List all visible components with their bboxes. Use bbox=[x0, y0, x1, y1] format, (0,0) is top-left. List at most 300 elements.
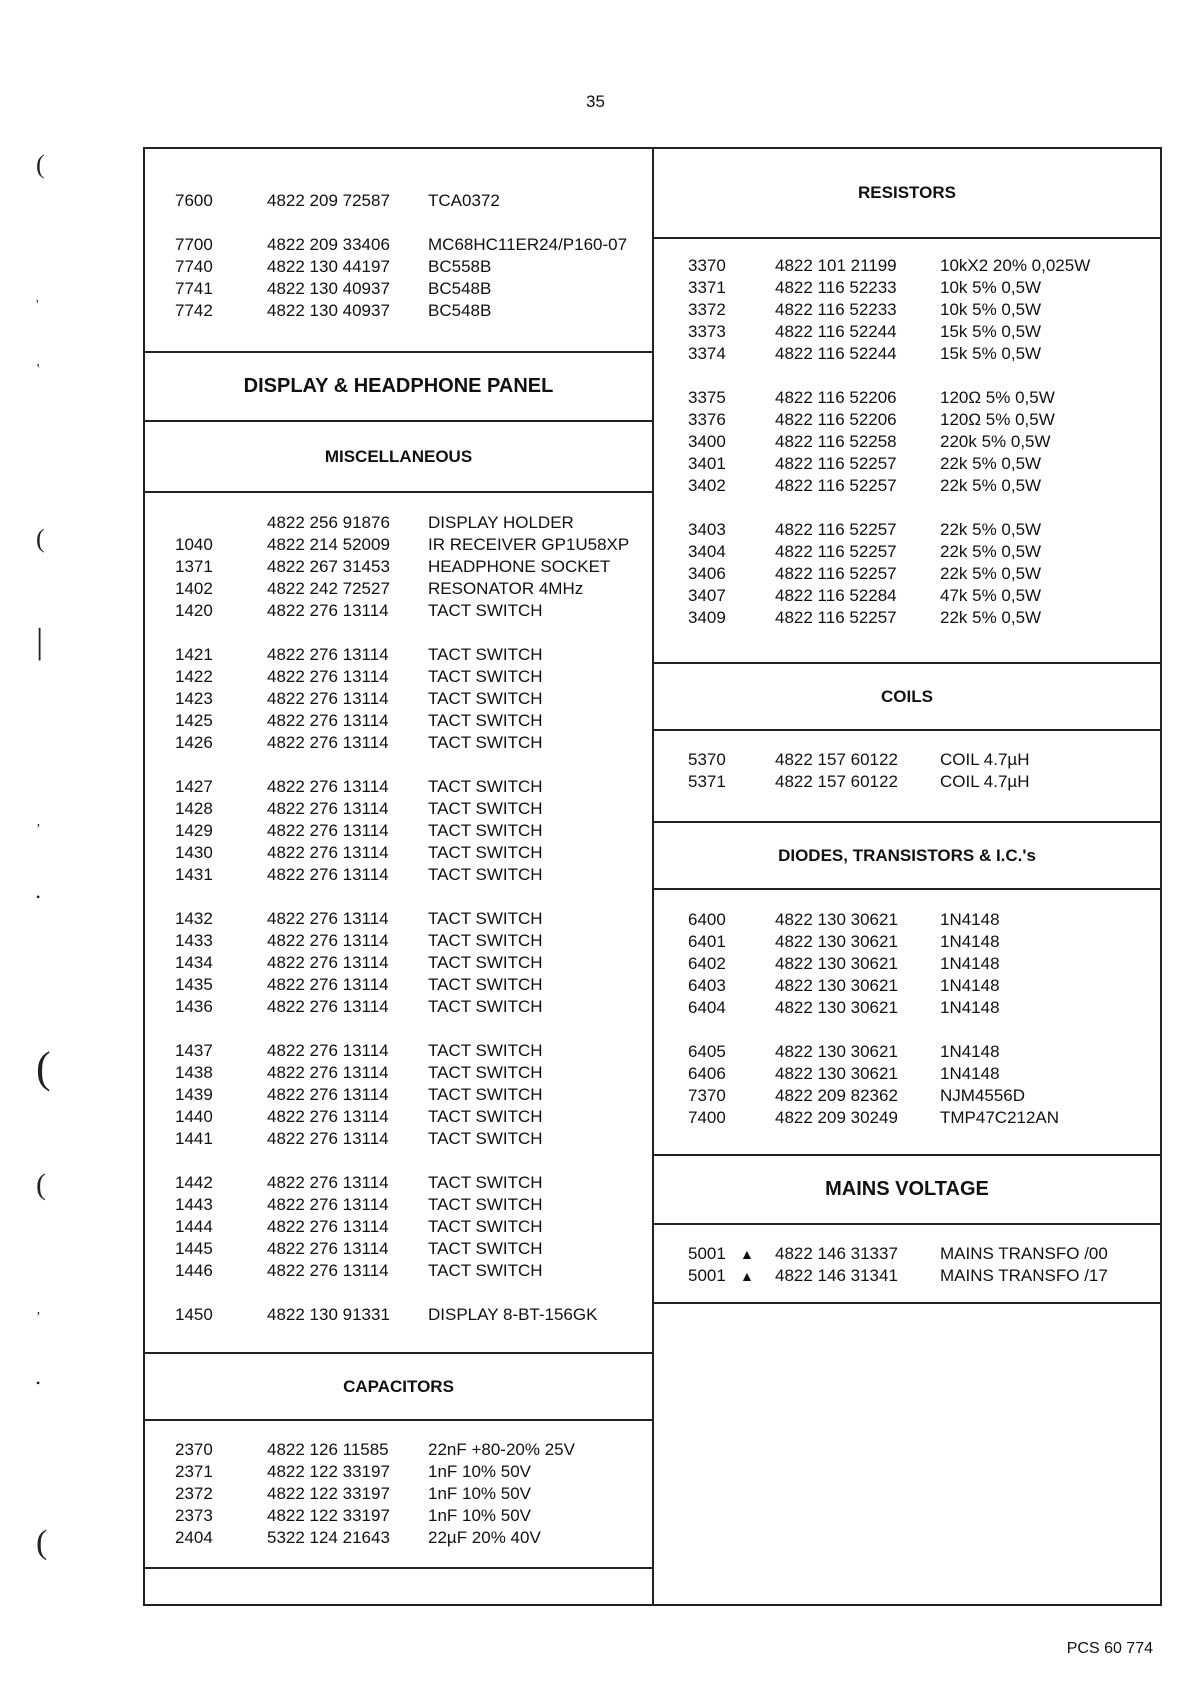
table-row bbox=[654, 255, 1160, 277]
part-description: TMP47C212AN bbox=[940, 1108, 1060, 1127]
position-number: 1040 bbox=[175, 535, 213, 554]
part-code: 4822 130 30621 bbox=[775, 998, 898, 1017]
part-code: 4822 242 72527 bbox=[267, 579, 390, 598]
part-code: 4822 276 13114 bbox=[267, 1041, 389, 1060]
part-code: 4822 116 52258 bbox=[775, 432, 897, 451]
table-row bbox=[654, 1063, 1160, 1085]
part-description: 10k 5% 0,5W bbox=[940, 300, 1042, 319]
table-row bbox=[654, 1041, 1160, 1063]
table-row bbox=[654, 387, 1160, 409]
table-row bbox=[145, 1040, 652, 1062]
document-code: PCS 60 774 bbox=[1066, 1640, 1153, 1657]
part-description: TACT SWITCH bbox=[428, 1217, 543, 1236]
part-code: 4822 276 13114 bbox=[267, 997, 389, 1016]
position-number: 1442 bbox=[175, 1173, 213, 1192]
part-code: 4822 276 13114 bbox=[267, 821, 389, 840]
section-title-resistors: RESISTORS bbox=[654, 149, 1160, 239]
part-description: 15k 5% 0,5W bbox=[940, 344, 1042, 363]
position-number: 2404 bbox=[175, 1528, 213, 1547]
margin-mark: ʼ bbox=[36, 1310, 41, 1325]
part-description: RESONATOR 4MHz bbox=[428, 579, 584, 598]
part-description: BC558B bbox=[428, 257, 492, 276]
margin-mark: ( bbox=[36, 1524, 48, 1561]
part-description: TACT SWITCH bbox=[428, 799, 543, 818]
safety-warning-icon: ▲ bbox=[740, 1268, 754, 1284]
position-number: 1444 bbox=[175, 1217, 213, 1236]
part-code: 4822 276 13114 bbox=[267, 931, 389, 950]
table-row bbox=[654, 975, 1160, 997]
part-code: 4822 276 13114 bbox=[267, 843, 389, 862]
section-divider bbox=[145, 1567, 652, 1569]
part-code: 4822 276 13114 bbox=[267, 909, 389, 928]
part-description: TACT SWITCH bbox=[428, 1085, 543, 1104]
table-row bbox=[145, 798, 652, 820]
part-description: BC548B bbox=[428, 301, 492, 320]
position-number: 1427 bbox=[175, 777, 213, 796]
part-description: 120Ω 5% 0,5W bbox=[940, 388, 1055, 407]
part-description: 120Ω 5% 0,5W bbox=[940, 410, 1055, 429]
table-row bbox=[145, 600, 652, 622]
position-number: 3371 bbox=[688, 278, 726, 297]
table-row bbox=[654, 409, 1160, 431]
table-row bbox=[145, 1439, 652, 1461]
margin-mark: ʽ bbox=[36, 362, 41, 377]
part-code: 4822 116 52257 bbox=[775, 520, 897, 539]
position-number: 3375 bbox=[688, 388, 726, 407]
part-description: TACT SWITCH bbox=[428, 1041, 543, 1060]
part-description: MC68HC11ER24/P160-07 bbox=[428, 235, 628, 254]
part-description: TACT SWITCH bbox=[428, 997, 543, 1016]
position-number: 7370 bbox=[688, 1086, 726, 1105]
part-description: 1nF 10% 50V bbox=[428, 1462, 532, 1481]
position-number: 3370 bbox=[688, 256, 726, 275]
table-row bbox=[145, 710, 652, 732]
safety-warning-icon: ▲ bbox=[740, 1246, 754, 1262]
part-code: 4822 130 30621 bbox=[775, 932, 898, 951]
table-row bbox=[654, 997, 1160, 1019]
part-description: 15k 5% 0,5W bbox=[940, 322, 1042, 341]
part-description: COIL 4.7µH bbox=[940, 750, 1030, 769]
position-number: 2373 bbox=[175, 1506, 213, 1525]
part-code: 4822 130 30621 bbox=[775, 1042, 898, 1061]
resistors-parts-list bbox=[654, 255, 1160, 629]
part-code: 4822 130 30621 bbox=[775, 910, 898, 929]
position-number: 6402 bbox=[688, 954, 726, 973]
part-description: 22k 5% 0,5W bbox=[940, 564, 1042, 583]
position-number: 7741 bbox=[175, 279, 213, 298]
table-row bbox=[145, 666, 652, 688]
position-number: 7742 bbox=[175, 301, 213, 320]
table-row bbox=[145, 1238, 652, 1260]
part-code: 4822 122 33197 bbox=[267, 1484, 390, 1503]
part-description: 22k 5% 0,5W bbox=[940, 520, 1042, 539]
part-code: 4822 276 13114 bbox=[267, 799, 389, 818]
part-code: 4822 116 52233 bbox=[775, 300, 897, 319]
part-code: 5322 124 21643 bbox=[267, 1528, 390, 1547]
position-number: 2370 bbox=[175, 1440, 213, 1459]
margin-mark: • bbox=[36, 890, 41, 904]
part-code: 4822 116 52257 bbox=[775, 608, 897, 627]
section-title-mains-voltage: MAINS VOLTAGE bbox=[654, 1154, 1160, 1225]
part-code: 4822 116 52284 bbox=[775, 586, 897, 605]
position-number: 1429 bbox=[175, 821, 213, 840]
position-number: 3400 bbox=[688, 432, 726, 451]
position-number: 1432 bbox=[175, 909, 213, 928]
position-number: 2371 bbox=[175, 1462, 213, 1481]
part-code: 4822 116 52257 bbox=[775, 564, 897, 583]
part-code: 4822 209 33406 bbox=[267, 235, 390, 254]
table-row bbox=[145, 732, 652, 754]
position-number: 1428 bbox=[175, 799, 213, 818]
part-description: TACT SWITCH bbox=[428, 931, 543, 950]
table-row bbox=[145, 996, 652, 1018]
part-code: 4822 276 13114 bbox=[267, 1239, 389, 1258]
part-code: 4822 267 31453 bbox=[267, 557, 390, 576]
part-description: TACT SWITCH bbox=[428, 865, 543, 884]
position-number: 3402 bbox=[688, 476, 726, 495]
position-number: 1431 bbox=[175, 865, 213, 884]
table-row bbox=[145, 864, 652, 886]
part-code: 4822 122 33197 bbox=[267, 1462, 390, 1481]
table-row bbox=[654, 299, 1160, 321]
part-code: 4822 276 13114 bbox=[267, 1261, 389, 1280]
part-code: 4822 130 91331 bbox=[267, 1305, 390, 1324]
part-code: 4822 116 52244 bbox=[775, 322, 897, 341]
part-description: 1nF 10% 50V bbox=[428, 1484, 532, 1503]
table-row bbox=[145, 820, 652, 842]
position-number: 1435 bbox=[175, 975, 213, 994]
position-number: 1440 bbox=[175, 1107, 213, 1126]
table-row bbox=[654, 1265, 1160, 1287]
position-number: 6405 bbox=[688, 1042, 726, 1061]
margin-mark: ( bbox=[36, 1043, 51, 1092]
part-code: 4822 256 91876 bbox=[267, 513, 390, 532]
table-row bbox=[145, 1527, 652, 1549]
position-number: 6406 bbox=[688, 1064, 726, 1083]
part-description: 10kX2 20% 0,025W bbox=[940, 256, 1091, 275]
position-number: 1371 bbox=[175, 557, 213, 576]
part-code: 4822 130 30621 bbox=[775, 954, 898, 973]
part-description: 22k 5% 0,5W bbox=[940, 476, 1042, 495]
table-row bbox=[145, 1461, 652, 1483]
part-description: TACT SWITCH bbox=[428, 689, 543, 708]
part-description: 22nF +80-20% 25V bbox=[428, 1440, 575, 1459]
position-number: 5370 bbox=[688, 750, 726, 769]
part-code: 4822 209 82362 bbox=[775, 1086, 898, 1105]
part-code: 4822 276 13114 bbox=[267, 1129, 389, 1148]
coils-parts-list bbox=[654, 749, 1160, 793]
diodes-parts-list bbox=[654, 909, 1160, 1129]
position-number: 6403 bbox=[688, 976, 726, 995]
part-code: 4822 130 44197 bbox=[267, 257, 390, 276]
part-description: TACT SWITCH bbox=[428, 667, 543, 686]
part-code: 4822 214 52009 bbox=[267, 535, 390, 554]
margin-mark: ( bbox=[36, 1168, 46, 1201]
position-number: 5001 bbox=[688, 1266, 726, 1285]
position-number: 6400 bbox=[688, 910, 726, 929]
part-description: TACT SWITCH bbox=[428, 777, 543, 796]
section-title-capacitors: CAPACITORS bbox=[145, 1352, 652, 1421]
position-number: 1434 bbox=[175, 953, 213, 972]
table-row bbox=[654, 343, 1160, 365]
table-row bbox=[145, 1483, 652, 1505]
part-code: 4822 130 40937 bbox=[267, 301, 390, 320]
table-row bbox=[145, 688, 652, 710]
part-description: TACT SWITCH bbox=[428, 909, 543, 928]
table-row bbox=[654, 749, 1160, 771]
section-divider bbox=[654, 1302, 1160, 1304]
part-code: 4822 276 13114 bbox=[267, 1173, 389, 1192]
part-description: TACT SWITCH bbox=[428, 601, 543, 620]
table-row bbox=[654, 771, 1160, 793]
position-number: 1436 bbox=[175, 997, 213, 1016]
part-code: 4822 122 33197 bbox=[267, 1506, 390, 1525]
part-code: 4822 146 31341 bbox=[775, 1266, 898, 1285]
part-code: 4822 276 13114 bbox=[267, 1085, 389, 1104]
capacitors-parts-list bbox=[145, 1439, 652, 1549]
table-row bbox=[145, 930, 652, 952]
part-description: 22k 5% 0,5W bbox=[940, 608, 1042, 627]
table-row bbox=[654, 475, 1160, 497]
part-code: 4822 209 72587 bbox=[267, 191, 390, 210]
section-title-miscellaneous: MISCELLANEOUS bbox=[145, 422, 652, 493]
part-code: 4822 276 13114 bbox=[267, 1195, 389, 1214]
part-code: 4822 130 30621 bbox=[775, 976, 898, 995]
position-number: 1446 bbox=[175, 1261, 213, 1280]
table-row bbox=[145, 644, 652, 666]
part-description: 1N4148 bbox=[940, 976, 1000, 995]
part-code: 4822 276 13114 bbox=[267, 865, 389, 884]
margin-mark: ' bbox=[36, 298, 39, 313]
position-number: 7740 bbox=[175, 257, 213, 276]
part-code: 4822 116 52206 bbox=[775, 388, 897, 407]
part-description: 1N4148 bbox=[940, 998, 1000, 1017]
part-description: TACT SWITCH bbox=[428, 953, 543, 972]
position-number: 3404 bbox=[688, 542, 726, 561]
position-number: 6401 bbox=[688, 932, 726, 951]
table-row bbox=[145, 1216, 652, 1238]
position-number: 5001 bbox=[688, 1244, 726, 1263]
part-code: 4822 276 13114 bbox=[267, 1063, 389, 1082]
table-row bbox=[145, 556, 652, 578]
position-number: 7600 bbox=[175, 191, 213, 210]
part-description: TACT SWITCH bbox=[428, 645, 543, 664]
table-row bbox=[654, 431, 1160, 453]
mains-parts-list bbox=[654, 1243, 1160, 1287]
section-title-display-headphone-panel: DISPLAY & HEADPHONE PANEL bbox=[145, 351, 652, 422]
table-row bbox=[654, 585, 1160, 607]
position-number: 7700 bbox=[175, 235, 213, 254]
table-row bbox=[654, 1085, 1160, 1107]
part-code: 4822 276 13114 bbox=[267, 1217, 389, 1236]
part-code: 4822 116 52257 bbox=[775, 542, 897, 561]
part-code: 4822 116 52233 bbox=[775, 278, 897, 297]
position-number: 3407 bbox=[688, 586, 726, 605]
table-row bbox=[654, 453, 1160, 475]
position-number: 3376 bbox=[688, 410, 726, 429]
position-number: 1445 bbox=[175, 1239, 213, 1258]
part-code: 4822 276 13114 bbox=[267, 953, 389, 972]
part-description: TACT SWITCH bbox=[428, 733, 543, 752]
position-number: 3372 bbox=[688, 300, 726, 319]
table-row bbox=[654, 953, 1160, 975]
part-code: 4822 116 52257 bbox=[775, 454, 897, 473]
table-row bbox=[145, 1304, 652, 1326]
part-description: 1N4148 bbox=[940, 910, 1000, 929]
margin-mark: ʼ bbox=[36, 822, 41, 837]
part-description: 22k 5% 0,5W bbox=[940, 542, 1042, 561]
table-row bbox=[145, 952, 652, 974]
table-row bbox=[654, 277, 1160, 299]
part-description: 47k 5% 0,5W bbox=[940, 586, 1042, 605]
table-row bbox=[145, 190, 652, 212]
position-number: 1425 bbox=[175, 711, 213, 730]
position-number: 1450 bbox=[175, 1305, 213, 1324]
table-row bbox=[654, 1243, 1160, 1265]
table-row bbox=[145, 842, 652, 864]
table-row bbox=[654, 541, 1160, 563]
section-title-coils: COILS bbox=[654, 662, 1160, 731]
part-description: TCA0372 bbox=[428, 191, 500, 210]
table-row bbox=[145, 534, 652, 556]
part-description: TACT SWITCH bbox=[428, 843, 543, 862]
page-number: 35 bbox=[586, 92, 605, 111]
margin-mark: ( bbox=[36, 524, 45, 553]
parts-list-table bbox=[143, 147, 1162, 1606]
part-code: 4822 276 13114 bbox=[267, 601, 389, 620]
position-number: 1420 bbox=[175, 601, 213, 620]
table-row bbox=[145, 1260, 652, 1282]
position-number: 3401 bbox=[688, 454, 726, 473]
part-description: 1N4148 bbox=[940, 954, 1000, 973]
position-number: 3403 bbox=[688, 520, 726, 539]
miscellaneous-parts-list bbox=[145, 512, 652, 1326]
part-description: DISPLAY HOLDER bbox=[428, 513, 574, 532]
table-row bbox=[145, 1194, 652, 1216]
part-code: 4822 276 13114 bbox=[267, 777, 389, 796]
part-code: 4822 276 13114 bbox=[267, 667, 389, 686]
table-row bbox=[145, 278, 652, 300]
part-code: 4822 276 13114 bbox=[267, 733, 389, 752]
part-description: 1N4148 bbox=[940, 1042, 1000, 1061]
part-description: BC548B bbox=[428, 279, 492, 298]
part-description: TACT SWITCH bbox=[428, 1239, 543, 1258]
position-number: 1426 bbox=[175, 733, 213, 752]
left-column bbox=[145, 149, 654, 1604]
part-description: 220k 5% 0,5W bbox=[940, 432, 1051, 451]
part-description: TACT SWITCH bbox=[428, 1261, 543, 1280]
part-description: 22k 5% 0,5W bbox=[940, 454, 1042, 473]
part-description: 1nF 10% 50V bbox=[428, 1506, 532, 1525]
table-row bbox=[145, 234, 652, 256]
position-number: 1437 bbox=[175, 1041, 213, 1060]
table-row bbox=[145, 512, 652, 534]
table-row bbox=[654, 321, 1160, 343]
table-row bbox=[145, 776, 652, 798]
part-code: 4822 276 13114 bbox=[267, 975, 389, 994]
margin-mark: ( bbox=[36, 150, 45, 179]
position-number: 1438 bbox=[175, 1063, 213, 1082]
part-code: 4822 130 40937 bbox=[267, 279, 390, 298]
position-number: 3373 bbox=[688, 322, 726, 341]
position-number: 1421 bbox=[175, 645, 213, 664]
table-row bbox=[654, 519, 1160, 541]
position-number: 5371 bbox=[688, 772, 726, 791]
table-row bbox=[145, 1106, 652, 1128]
table-row bbox=[145, 578, 652, 600]
table-row bbox=[654, 1107, 1160, 1129]
table-row bbox=[145, 1062, 652, 1084]
top-parts-list bbox=[145, 190, 652, 322]
table-row bbox=[145, 1084, 652, 1106]
part-description: TACT SWITCH bbox=[428, 1107, 543, 1126]
position-number: 1423 bbox=[175, 689, 213, 708]
part-description: TACT SWITCH bbox=[428, 1129, 543, 1148]
part-description: MAINS TRANSFO /00 bbox=[940, 1244, 1108, 1263]
part-code: 4822 276 13114 bbox=[267, 645, 389, 664]
part-description: 10k 5% 0,5W bbox=[940, 278, 1042, 297]
part-code: 4822 276 13114 bbox=[267, 711, 389, 730]
part-description: TACT SWITCH bbox=[428, 1063, 543, 1082]
position-number: 6404 bbox=[688, 998, 726, 1017]
part-code: 4822 126 11585 bbox=[267, 1440, 389, 1459]
table-row bbox=[145, 1172, 652, 1194]
table-row bbox=[145, 908, 652, 930]
part-code: 4822 116 52206 bbox=[775, 410, 897, 429]
position-number: 3406 bbox=[688, 564, 726, 583]
position-number: 3409 bbox=[688, 608, 726, 627]
position-number: 1439 bbox=[175, 1085, 213, 1104]
table-row bbox=[654, 931, 1160, 953]
position-number: 1422 bbox=[175, 667, 213, 686]
part-description: IR RECEIVER GP1U58XP bbox=[428, 535, 630, 554]
part-code: 4822 116 52257 bbox=[775, 476, 897, 495]
position-number: 7400 bbox=[688, 1108, 726, 1127]
part-description: HEADPHONE SOCKET bbox=[428, 557, 611, 576]
position-number: 1402 bbox=[175, 579, 213, 598]
part-description: TACT SWITCH bbox=[428, 1195, 543, 1214]
table-row bbox=[654, 607, 1160, 629]
margin-mark: • bbox=[36, 1376, 41, 1390]
position-number: 3374 bbox=[688, 344, 726, 363]
part-description: DISPLAY 8-BT-156GK bbox=[428, 1305, 598, 1324]
table-row bbox=[145, 1128, 652, 1150]
part-description: 1N4148 bbox=[940, 1064, 1000, 1083]
part-description: TACT SWITCH bbox=[428, 975, 543, 994]
part-code: 4822 101 21199 bbox=[775, 256, 897, 275]
part-description: TACT SWITCH bbox=[428, 711, 543, 730]
right-column bbox=[654, 149, 1160, 1604]
part-code: 4822 157 60122 bbox=[775, 772, 898, 791]
part-description: 22µF 20% 40V bbox=[428, 1528, 541, 1547]
part-description: COIL 4.7µH bbox=[940, 772, 1030, 791]
table-row bbox=[145, 974, 652, 996]
part-code: 4822 276 13114 bbox=[267, 689, 389, 708]
part-code: 4822 276 13114 bbox=[267, 1107, 389, 1126]
part-description: NJM4556D bbox=[940, 1086, 1026, 1105]
part-description: MAINS TRANSFO /17 bbox=[940, 1266, 1108, 1285]
part-description: TACT SWITCH bbox=[428, 821, 543, 840]
table-row bbox=[654, 909, 1160, 931]
part-code: 4822 209 30249 bbox=[775, 1108, 898, 1127]
table-row bbox=[145, 1505, 652, 1527]
position-number: 1433 bbox=[175, 931, 213, 950]
part-code: 4822 157 60122 bbox=[775, 750, 898, 769]
part-description: 1N4148 bbox=[940, 932, 1000, 951]
table-row bbox=[145, 300, 652, 322]
part-code: 4822 146 31337 bbox=[775, 1244, 898, 1263]
part-code: 4822 116 52244 bbox=[775, 344, 897, 363]
